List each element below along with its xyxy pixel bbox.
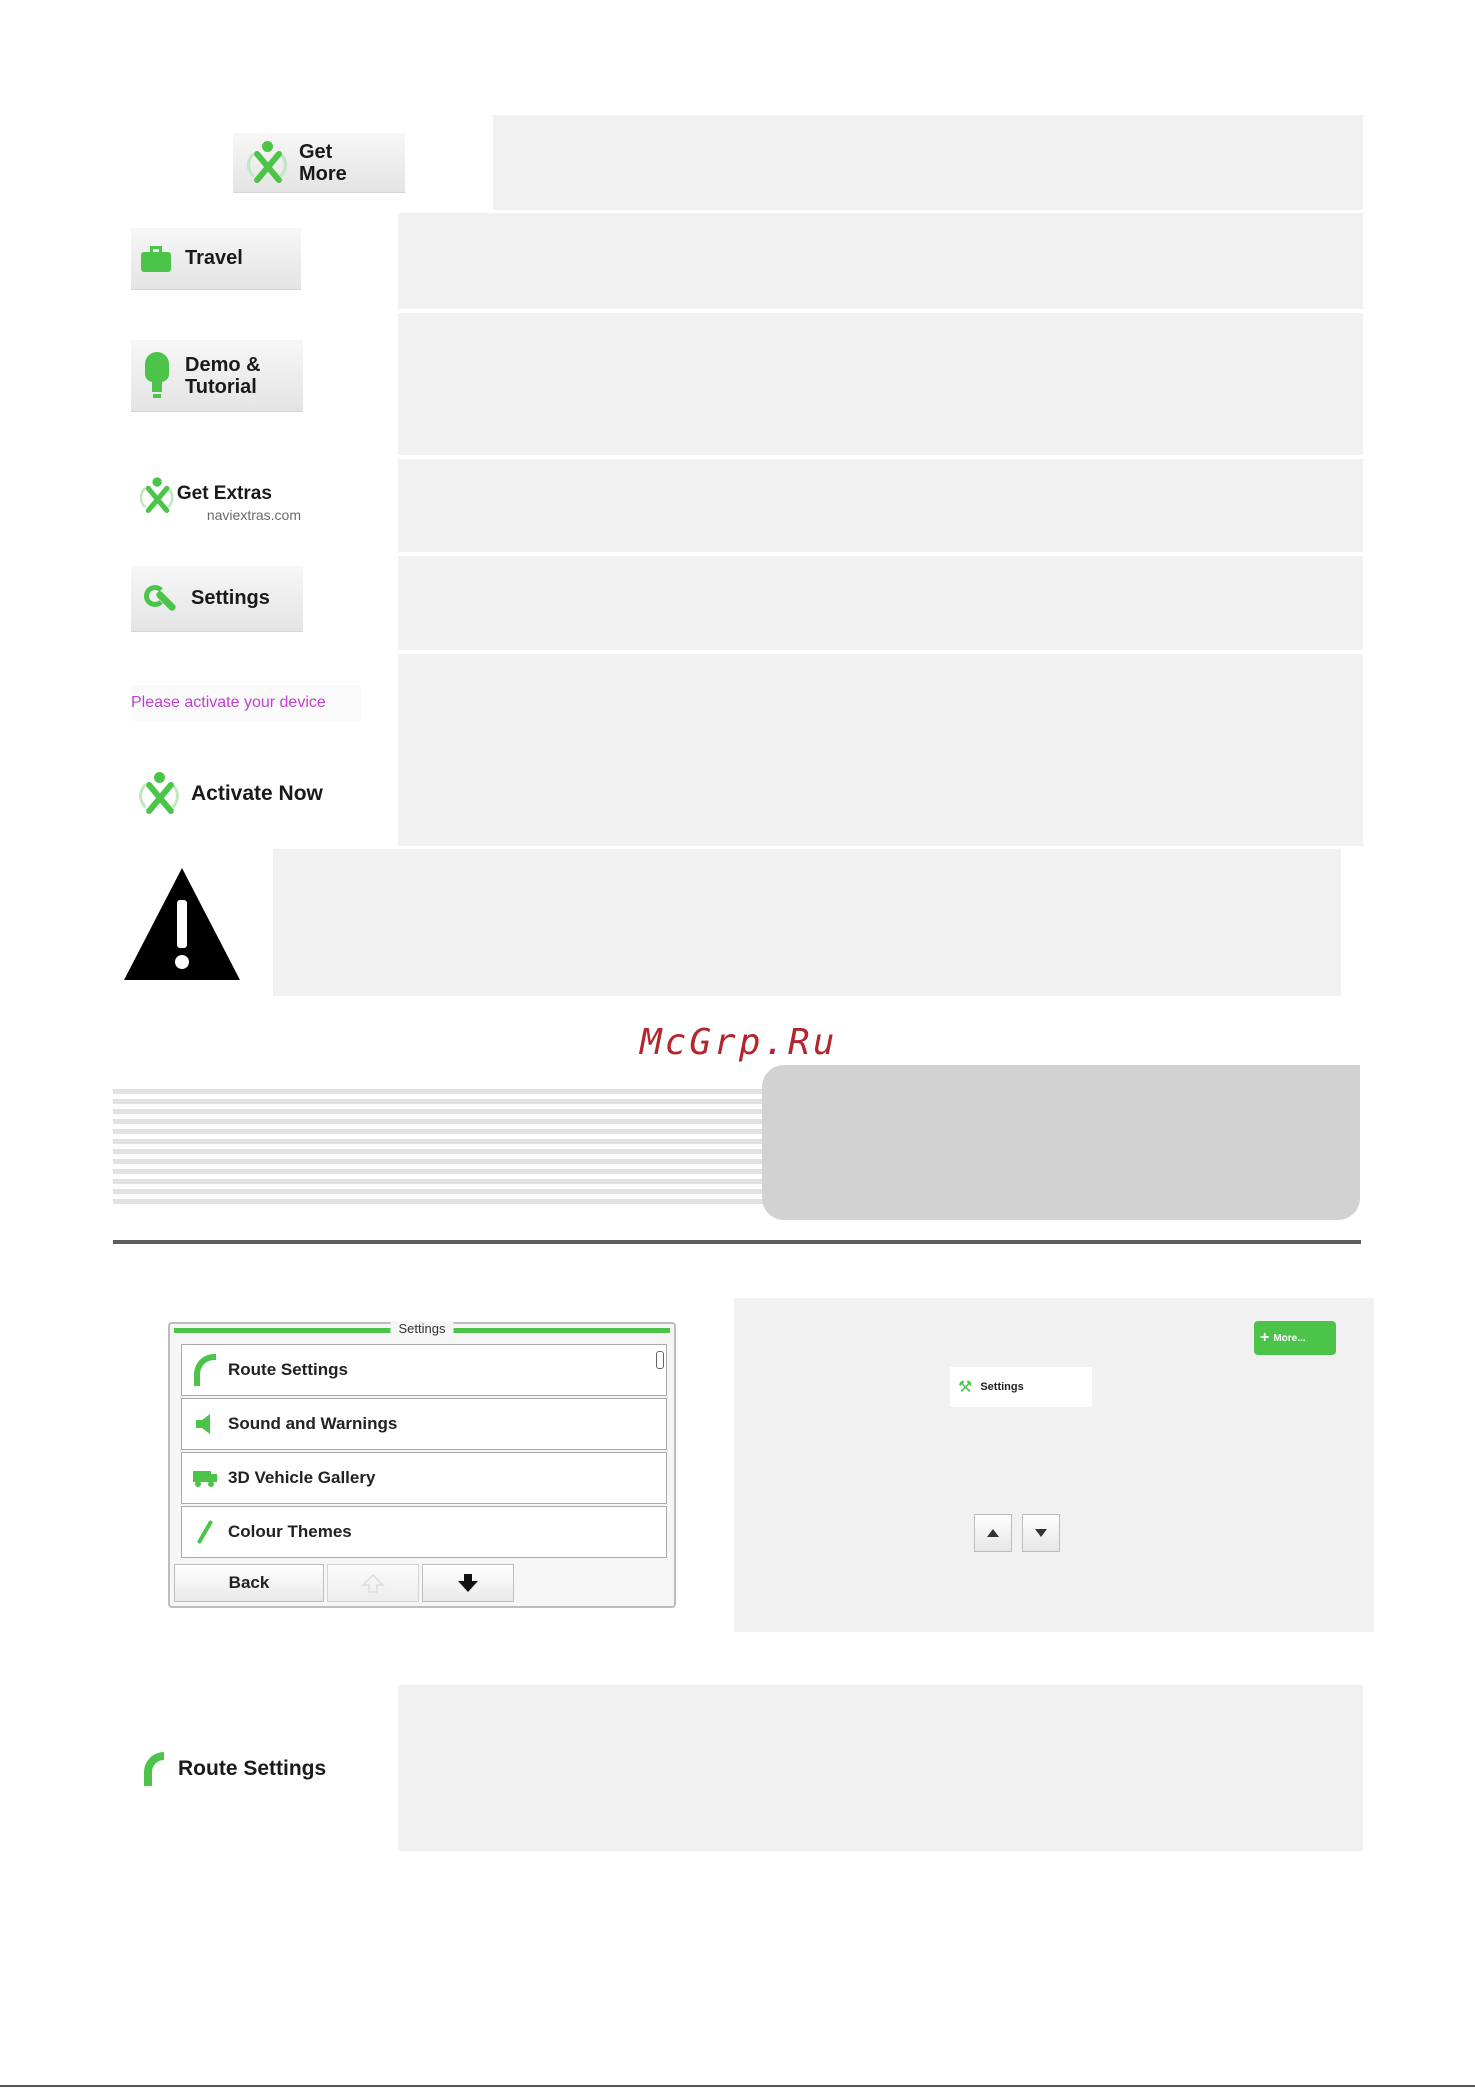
speaker-icon	[182, 1413, 228, 1435]
get-extras-description-panel	[398, 459, 1363, 552]
settings-item-vehicle[interactable]	[181, 1452, 667, 1504]
settings-item-label: Route Settings	[228, 1360, 348, 1379]
route-settings-button[interactable]	[138, 1738, 358, 1800]
get-extras-x-icon	[140, 477, 170, 514]
wrench-icon: ⚒	[958, 1379, 973, 1396]
scroll-up-button[interactable]	[327, 1564, 419, 1602]
settings-item-label: Colour Themes	[228, 1522, 352, 1541]
back-label: Back	[228, 1573, 270, 1592]
arrow-down-icon	[456, 1573, 480, 1593]
settings-button-thumb[interactable]	[950, 1367, 1092, 1407]
get-more-description-panel	[493, 115, 1363, 210]
activate-now-label: Activate Now	[191, 782, 323, 805]
demo-label-line2: Tutorial	[185, 375, 257, 398]
triangle-up-icon	[986, 1528, 1000, 1538]
route-settings-label: Route Settings	[178, 1757, 327, 1780]
settings-screen-title: Settings	[391, 1321, 454, 1336]
route-settings-description-panel	[398, 1685, 1363, 1851]
scrollbar[interactable]	[656, 1351, 664, 1369]
more-button-thumb[interactable]	[1254, 1321, 1336, 1355]
demo-tutorial-button[interactable]	[131, 340, 303, 412]
demo-tutorial-description-panel	[398, 313, 1363, 455]
warning-icon	[124, 868, 240, 980]
arrow-up-icon	[361, 1573, 385, 1593]
settings-description-panel	[398, 556, 1363, 650]
section-header-block	[762, 1065, 1360, 1220]
travel-button[interactable]	[131, 228, 301, 290]
settings-item-sound[interactable]	[181, 1398, 667, 1450]
scroll-down-button[interactable]	[422, 1564, 514, 1602]
settings-item-label: 3D Vehicle Gallery	[228, 1468, 376, 1487]
scroll-up-thumb[interactable]	[974, 1514, 1012, 1552]
get-more-label-line1: Get	[299, 140, 333, 163]
get-more-label-line2: More	[299, 162, 347, 185]
travel-description-panel	[398, 213, 1363, 309]
travel-label: Travel	[185, 247, 243, 269]
wrench-icon	[141, 582, 175, 616]
warning-text-panel	[273, 849, 1341, 996]
settings-label: Settings	[191, 587, 270, 609]
settings-list	[181, 1344, 667, 1558]
settings-item-label: Sound and Warnings	[228, 1414, 398, 1433]
settings-button[interactable]	[131, 566, 303, 632]
suitcase-icon	[141, 246, 171, 272]
plus-icon: +	[1260, 1329, 1270, 1346]
activate-now-button[interactable]	[131, 764, 361, 824]
more-button-label: More...	[1273, 1332, 1306, 1344]
get-extras-label: Get Extras	[176, 483, 272, 504]
section-divider	[113, 1240, 1361, 1244]
route-curve-icon	[182, 1354, 228, 1386]
settings-item-route[interactable]	[181, 1344, 667, 1396]
get-extras-sublabel: naviextras.com	[206, 507, 301, 523]
brush-icon	[182, 1519, 228, 1545]
activation-prompt: Please activate your device	[131, 685, 361, 721]
activation-description-panel	[398, 654, 1363, 846]
triangle-down-icon	[1034, 1528, 1048, 1538]
activate-x-icon	[139, 772, 179, 816]
watermark: McGrp.Ru	[640, 1022, 838, 1063]
route-curve-icon	[144, 1752, 164, 1786]
vehicle-icon	[182, 1468, 228, 1488]
get-more-x-icon	[247, 141, 287, 185]
back-button[interactable]	[174, 1564, 324, 1602]
settings-item-colour-themes[interactable]	[181, 1506, 667, 1558]
get-more-button[interactable]	[233, 133, 405, 193]
settings-screen	[168, 1322, 676, 1608]
get-extras-button[interactable]	[131, 470, 301, 536]
scroll-down-thumb[interactable]	[1022, 1514, 1060, 1552]
page-bottom-rule	[0, 2085, 1475, 2087]
demo-label-line1: Demo &	[185, 353, 261, 376]
settings-thumb-label: Settings	[980, 1381, 1024, 1393]
section-header-stripes	[113, 1084, 763, 1204]
lightbulb-icon	[145, 352, 169, 400]
